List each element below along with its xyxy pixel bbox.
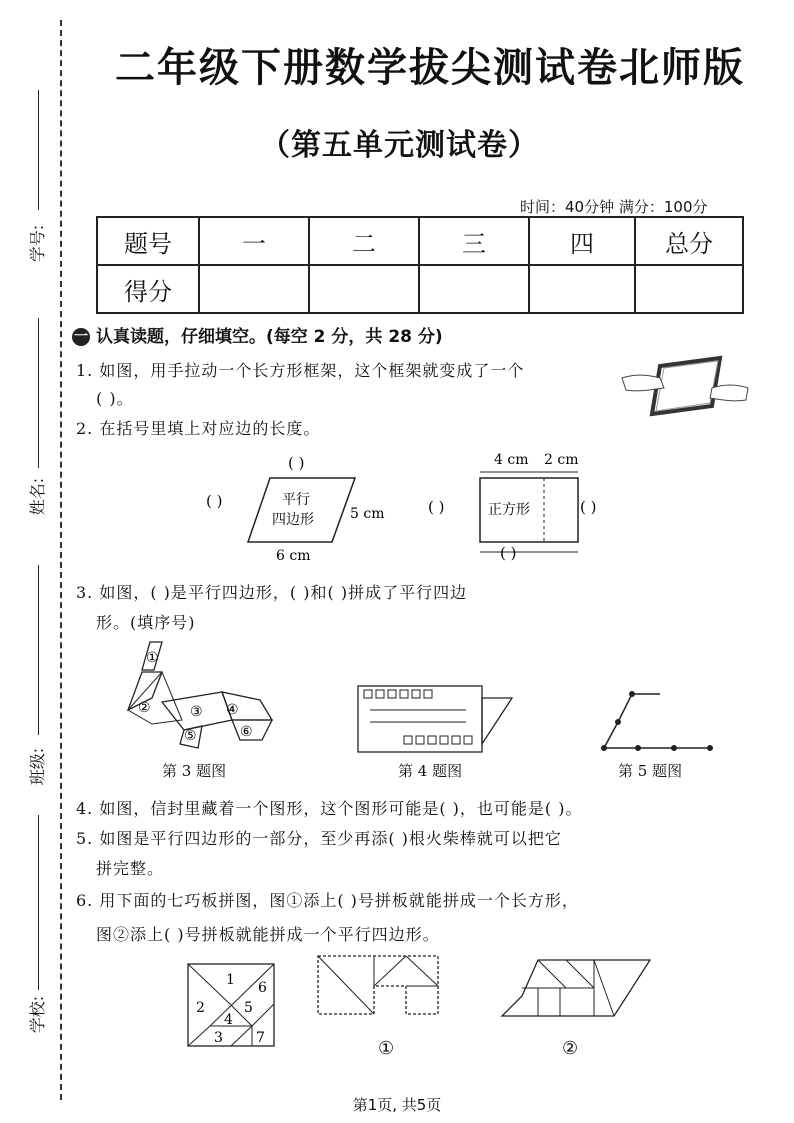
figure-5-matchsticks <box>596 688 720 754</box>
time-info: 时间：40分钟 满分：100分 <box>520 198 708 216</box>
question-2-figures <box>200 450 620 570</box>
rect-left-blank: ( ) <box>428 498 445 516</box>
school-label: 学校: <box>28 995 48 1034</box>
postcode-boxes-bottom <box>404 736 472 744</box>
tangram-reference <box>186 962 276 1048</box>
shape-label-6: ⑥ <box>240 724 253 740</box>
score-cell[interactable] <box>419 265 529 313</box>
tangram-figure-1 <box>314 952 442 1018</box>
para-top-blank: ( ) <box>288 454 305 472</box>
matchstick-heads <box>601 691 713 751</box>
score-cell[interactable] <box>199 265 309 313</box>
hidden-shape-corner <box>482 698 512 744</box>
name-label: 姓名: <box>28 477 48 516</box>
figure-2-pieces <box>522 960 614 1016</box>
para-side-5cm: 5 cm <box>350 506 385 522</box>
figure-5-caption: 第 5 题图 <box>618 762 683 780</box>
section-title <box>72 322 443 347</box>
section-title-text: 认真读题，仔细填空。(每空 2 分，共 28 分) <box>96 327 443 347</box>
tangram-number-7: 7 <box>256 1030 265 1046</box>
shape-label-4: ④ <box>226 702 239 718</box>
para-label-2: 四边形 <box>272 512 314 528</box>
class-label: 班级: <box>28 747 48 786</box>
score-row-label: 得分 <box>97 265 199 313</box>
question-1-line2: ( )。 <box>96 389 134 408</box>
para-label-1: 平行 <box>282 492 310 508</box>
question-1-line1: 1. 如图，用手拉动一个长方形框架，这个框架就变成了一个 <box>76 361 525 380</box>
tangram-number-5: 5 <box>244 1000 253 1016</box>
left-hand-icon <box>622 375 664 391</box>
postcode-boxes-top <box>364 690 432 698</box>
frame-inner <box>656 361 718 411</box>
figure-1-outline <box>318 956 438 1014</box>
tangram-number-4: 4 <box>224 1012 233 1028</box>
rect-bottom-blank: ( ) <box>500 544 517 562</box>
rect-top-2cm: 2 cm <box>544 452 579 468</box>
tangram-number-2: 2 <box>196 1000 205 1016</box>
score-cell[interactable] <box>529 265 635 313</box>
class-line <box>38 565 39 735</box>
figure-4-envelope <box>356 684 516 756</box>
figure-3-shapes <box>122 640 282 752</box>
score-cell[interactable] <box>309 265 419 313</box>
figure-1-label: ① <box>378 1038 395 1059</box>
page-title: 二年级下册数学拔尖测试卷北师版 <box>115 45 745 91</box>
figure-2-label: ② <box>562 1038 579 1059</box>
score-header-cell: 总分 <box>635 217 743 265</box>
score-header-cell: 四 <box>529 217 635 265</box>
question-3-line2: 形。(填序号) <box>96 613 196 632</box>
student-id-label: 学号: <box>28 224 48 263</box>
question-3-line1: 3. 如图，( )是平行四边形，( )和( )拼成了平行四边 <box>76 583 468 602</box>
para-left-blank: ( ) <box>206 492 223 510</box>
student-id-line <box>38 90 39 210</box>
rect-right-blank: ( ) <box>580 498 597 516</box>
page-subtitle: （第五单元测试卷） <box>260 128 539 163</box>
binding-dashed-line <box>60 20 62 1100</box>
score-cell[interactable] <box>635 265 743 313</box>
square-label: 正方形 <box>488 502 530 518</box>
school-line <box>38 815 39 990</box>
page-footer: 第1页, 共5页 <box>352 1096 442 1114</box>
matchstick <box>604 722 618 748</box>
question-5-line1: 5. 如图是平行四边形的一部分，至少再添( )根火柴棒就可以把它 <box>76 829 562 848</box>
section-number-badge: 一 <box>74 329 88 345</box>
question-4-text: 4. 如图，信封里藏着一个图形，这个图形可能是( )，也可能是( )。 <box>76 799 583 818</box>
shape-label-1: ① <box>146 650 159 666</box>
parallelogram-shape <box>248 478 355 542</box>
question-6-line1: 6. 用下面的七巧板拼图，图①添上( )号拼板就能拼成一个长方形， <box>76 891 579 910</box>
shape-label-2: ② <box>138 700 151 716</box>
rectangle-frame-hands-figure <box>620 348 750 418</box>
right-hand-icon <box>710 385 748 401</box>
question-2-text: 2. 在括号里填上对应边的长度。 <box>76 419 321 438</box>
figure-4-caption: 第 4 题图 <box>398 762 463 780</box>
name-line <box>38 318 39 468</box>
tangram-number-6: 6 <box>258 980 267 996</box>
figure-1-pieces <box>318 956 438 1014</box>
rect-top-4cm: 4 cm <box>494 452 529 468</box>
tangram-number-1: 1 <box>226 972 235 988</box>
para-bottom-6cm: 6 cm <box>276 548 311 564</box>
question-6-line2: 图②添上( )号拼板就能拼成一个平行四边形。 <box>96 925 440 944</box>
tangram-figure-2 <box>498 956 654 1020</box>
score-table <box>96 216 744 314</box>
shape-label-5: ⑤ <box>184 728 197 744</box>
score-header-cell: 题号 <box>97 217 199 265</box>
matchstick <box>618 694 632 722</box>
score-header-cell: 二 <box>309 217 419 265</box>
question-5-line2: 拼完整。 <box>96 859 165 878</box>
score-header-cell: 三 <box>419 217 529 265</box>
score-table-score-row <box>97 265 743 313</box>
score-header-cell: 一 <box>199 217 309 265</box>
tangram-number-3: 3 <box>214 1030 223 1046</box>
figure-3-caption: 第 3 题图 <box>162 762 227 780</box>
shape-label-3: ③ <box>190 704 203 720</box>
score-table-header-row <box>97 217 743 265</box>
